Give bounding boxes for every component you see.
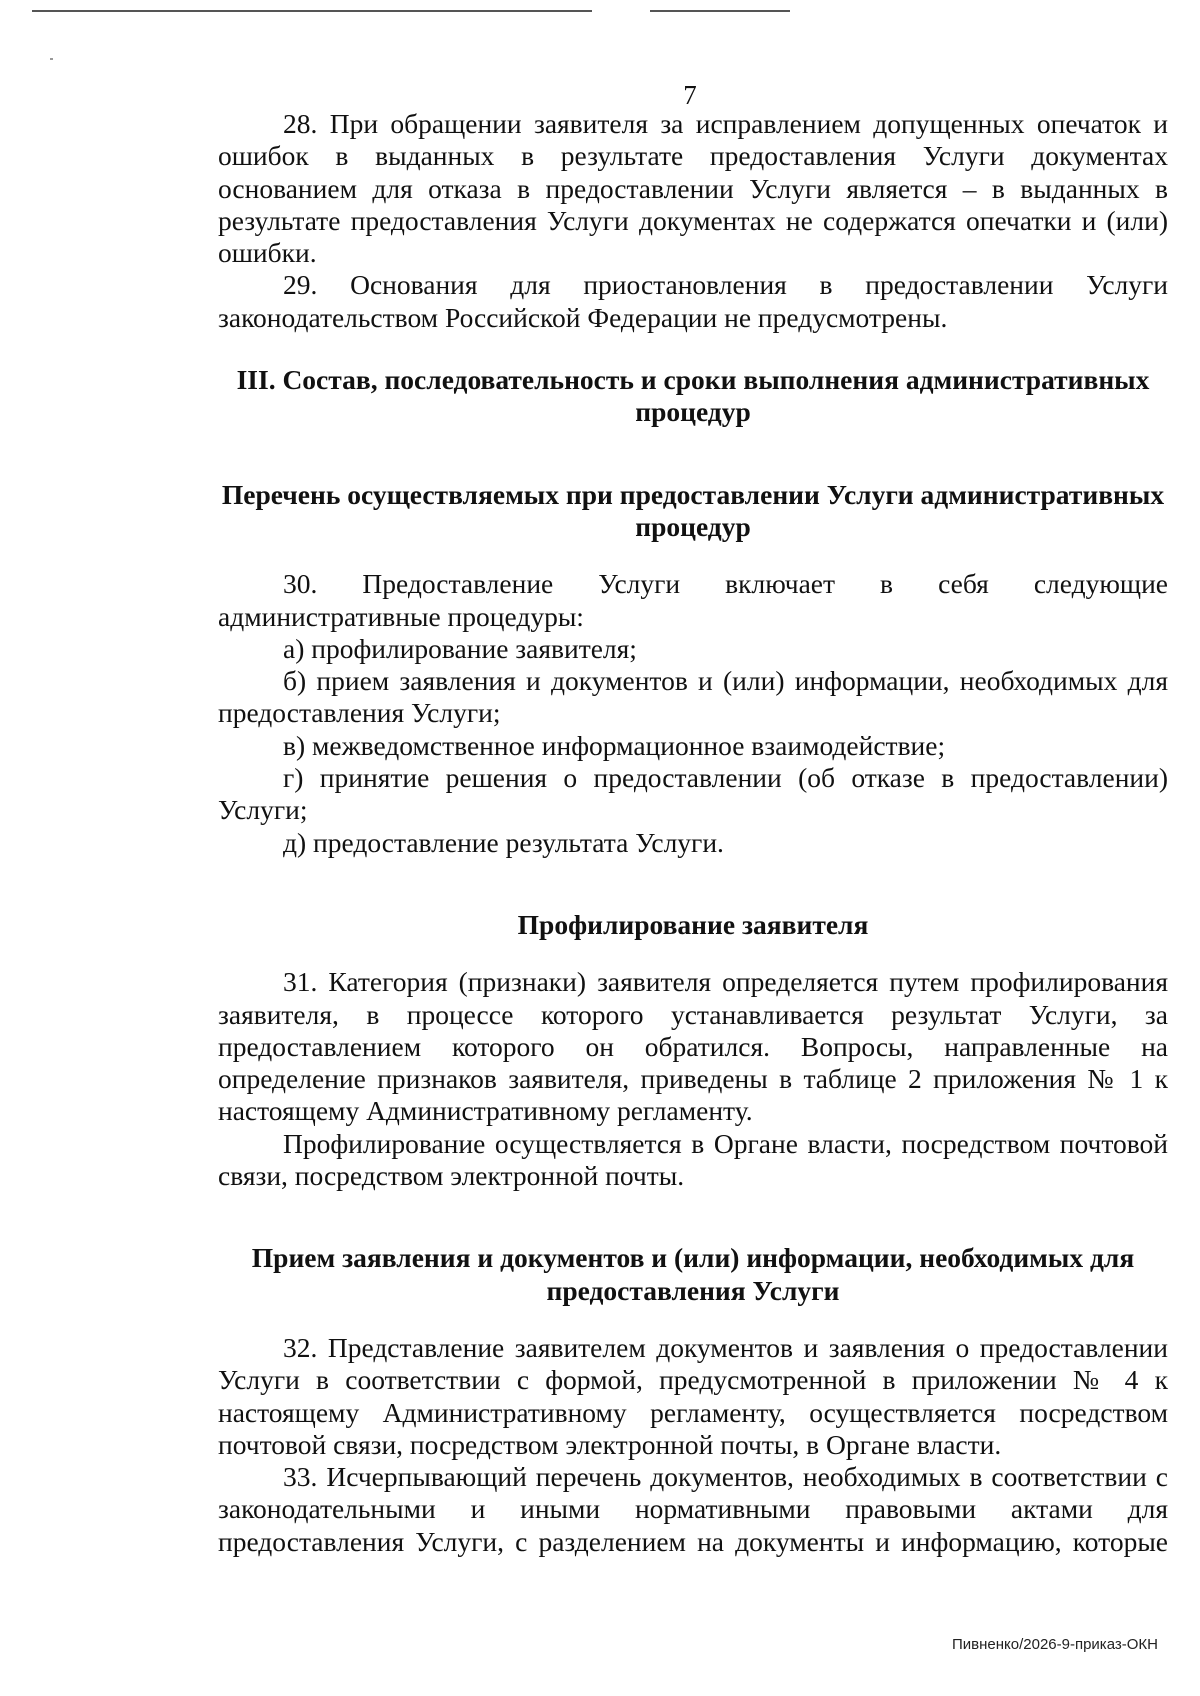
scan-artifact-line <box>650 10 790 12</box>
paragraph-29: 29. Основания для приостановления в предоставлении Услуги законодательством Российской Федерации не предусмотрены. <box>218 269 1168 333</box>
paragraph-30: 30. Предоставление Услуги включает в себя следующие административные процедуры: <box>218 568 1168 632</box>
list-item: а) профилирование заявителя; <box>283 632 637 664</box>
list-item: б) прием заявления и документов и (или) информации, необходимых для предоставления Услуги; <box>218 665 1168 729</box>
document-body <box>218 108 1168 1558</box>
paragraph-33: 33. Исчерпывающий перечень документов, необходимых в соответствии с законодательными и иными нормативными правовыми актами для предоставления Услуги, с разделением на документы и информацию, которые <box>218 1461 1168 1557</box>
scan-artifact-line <box>32 10 592 12</box>
paragraph-31-continued: Профилирование осуществляется в Органе власти, посредством почтовой связи, посредством электронной почты. <box>218 1127 1168 1192</box>
subsection-heading: Перечень осуществляемых при предоставлении Услуги административных процедур <box>221 478 1165 542</box>
paragraph-31: 31. Категория (признаки) заявителя определяется путем профилирования заявителя, в процессе которого устанавливается результат Услуги, за предоставлением которого он обратился. Вопросы, направленные на определение признаков заявителя, приведены в таблице 2 приложения № 1 к настоящему Административному регламенту. <box>218 966 1168 1127</box>
subsection-heading: Профилирование заявителя <box>517 908 869 940</box>
document-footer-reference: Пивненко/2026-9-приказ-ОКН <box>951 1636 1158 1653</box>
scan-artifact-dot <box>50 58 53 60</box>
paragraph-28: 28. При обращении заявителя за исправлением допущенных опечаток и ошибок в выданных в результате предоставления Услуги документах основанием для отказа в предоставлении Услуги является – в выданных в результате предоставления Услуги документах не содержатся опечатки и (или) ошибки. <box>218 108 1168 269</box>
list-item: д) предоставление результата Услуги. <box>283 826 724 858</box>
page-number: 7 <box>683 80 697 110</box>
section-heading: III. Состав, последовательность и сроки выполнения административных процедур <box>236 364 1150 428</box>
list-item: в) межведомственное информационное взаимодействие; <box>283 729 946 761</box>
paragraph-32: 32. Представление заявителем документов и заявления о предоставлении Услуги в соответствии с формой, предусмотренной в приложении № 4 к настоящему Административному регламенту, осуществляется посредством почтовой связи, посредством электронной почты, в Органе власти. <box>218 1331 1168 1460</box>
list-item: г) принятие решения о предоставлении (об отказе в предоставлении) Услуги; <box>218 762 1168 826</box>
subsection-heading: Прием заявления и документов и (или) информации, необходимых для предоставления Услуги <box>251 1242 1135 1306</box>
